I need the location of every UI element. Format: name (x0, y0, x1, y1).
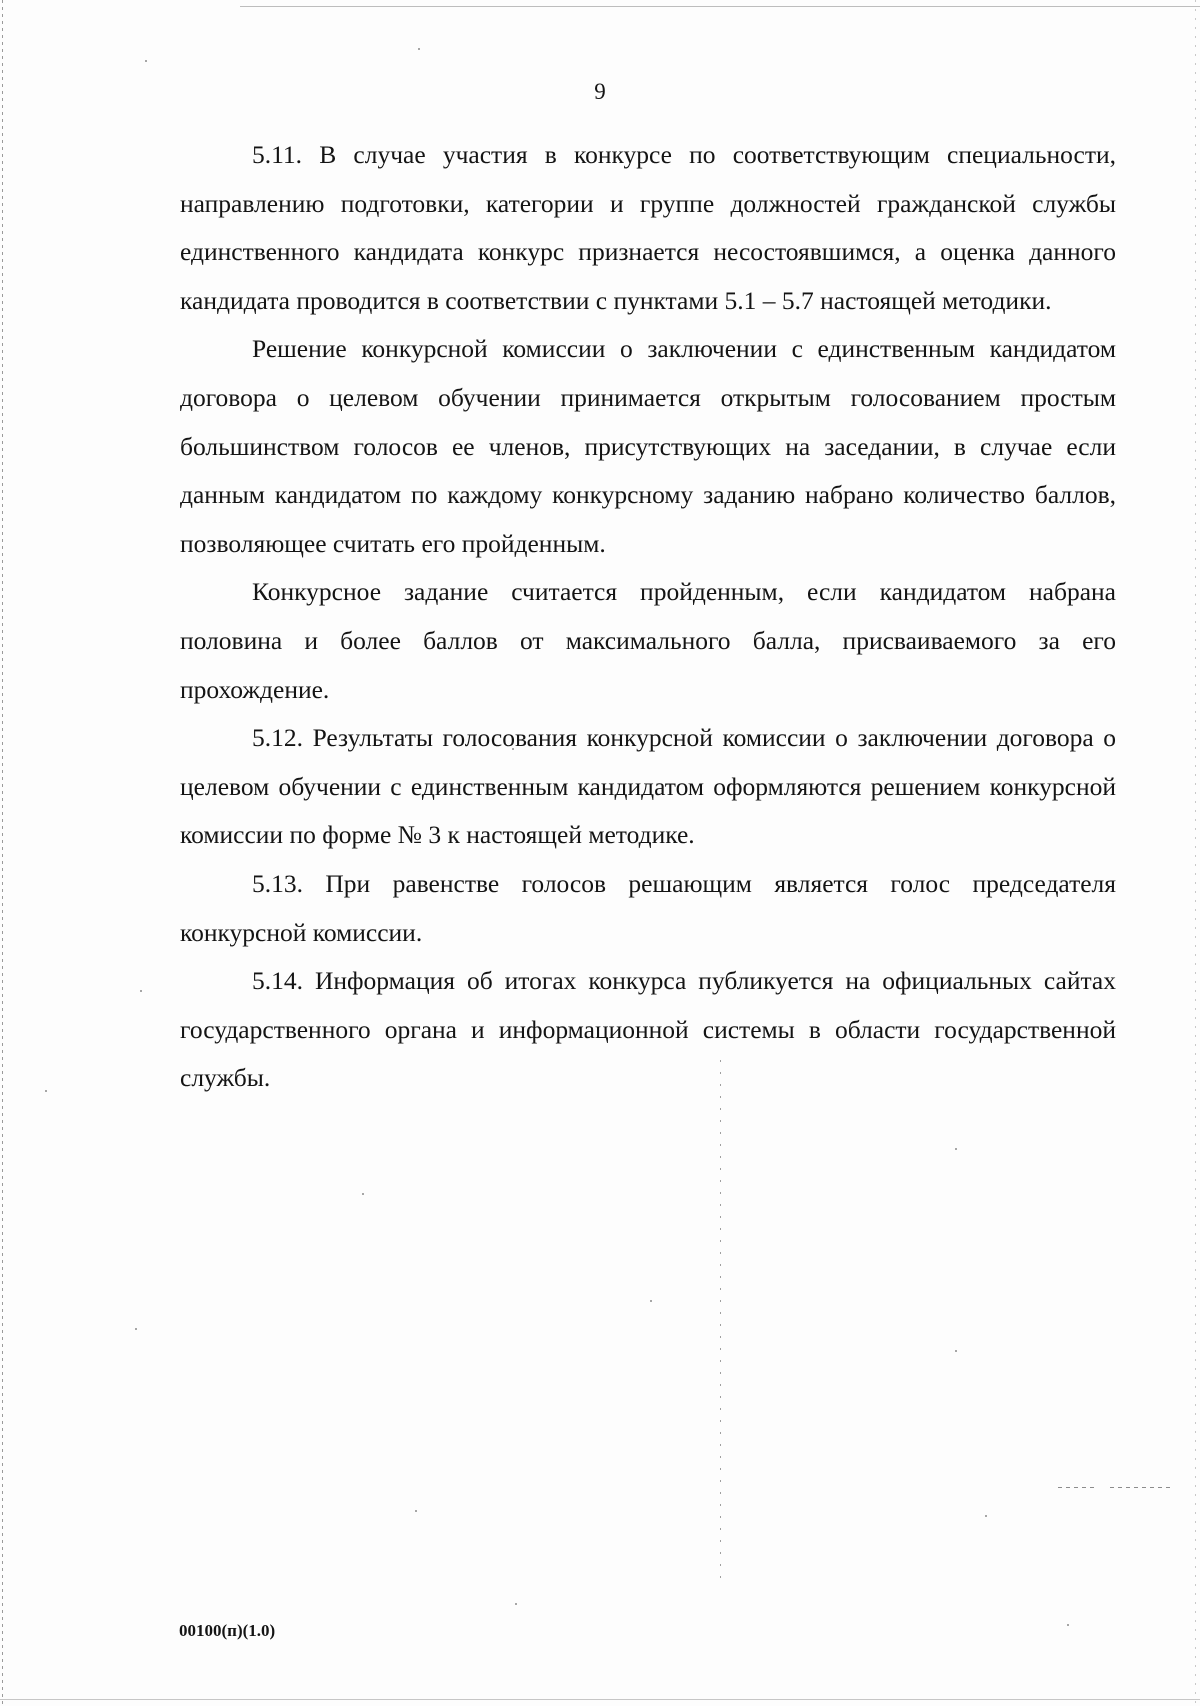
scan-speck (955, 1148, 957, 1150)
paragraph-task-passed: Конкурсное задание считается пройденным, если кандидатом набрана половина и более баллов от максимального балла, присваиваемого за его прохождение. (180, 577, 1116, 704)
scan-edge-top (240, 6, 1200, 7)
scan-speck (145, 60, 147, 62)
paragraph-5-12: 5.12. Результаты голосования конкурсной комиссии о заключении договора о целевом обучении с единственным кандидатом оформляются решением конкурсной комиссии по форме № 3 к настоящей методике. (180, 723, 1116, 850)
scan-speck (955, 1350, 957, 1352)
scan-speck (1067, 1624, 1069, 1626)
scan-edge-bottom (0, 1699, 1200, 1700)
scan-edge-right (1195, 0, 1196, 1706)
footer-document-code: 00100(п)(1.0) (179, 1621, 276, 1640)
scan-edge-left (2, 0, 3, 1706)
paragraph-5-11: 5.11. В случае участия в конкурсе по соответствующим специальности, направлению подготовки, категории и группе должностей гражданской службы единственного кандидата конкурс признается несостоявшимся, а оценка данного кандидата проводится в соответствии с пунктами 5.1 – 5.7 настоящей методики. (180, 140, 1116, 315)
scan-speck (415, 1510, 417, 1512)
paragraph-5-14: 5.14. Информация об итогах конкурса публикуется на официальных сайтах государственного органа и информационной системы в области государственной службы. (180, 966, 1116, 1093)
page-number: 9 (594, 79, 606, 104)
scan-speck (362, 1193, 364, 1195)
scan-speck (45, 1090, 47, 1092)
scan-speck (418, 48, 420, 50)
scan-speck (140, 990, 142, 992)
document-body (180, 131, 1116, 1103)
scan-dash-mark (1110, 1487, 1170, 1488)
scan-speck (515, 1603, 517, 1605)
scan-speck (650, 1300, 652, 1302)
scan-dash-mark (1058, 1487, 1098, 1488)
paragraph-5-13: 5.13. При равенстве голосов решающим является голос председателя конкурсной комиссии. (180, 868, 1116, 947)
paragraph-decision: Решение конкурсной комиссии о заключении с единственным кандидатом договора о целевом обучении принимается открытым голосованием простым большинством голосов ее членов, присутствующих на заседании, в случае если данным кандидатом по каждому конкурсному заданию набрано количество баллов, позволяющее считать его пройденным. (180, 334, 1116, 558)
scan-speck (135, 1328, 137, 1330)
scan-speck (985, 1515, 987, 1517)
scan-fold-line (720, 1060, 721, 1580)
